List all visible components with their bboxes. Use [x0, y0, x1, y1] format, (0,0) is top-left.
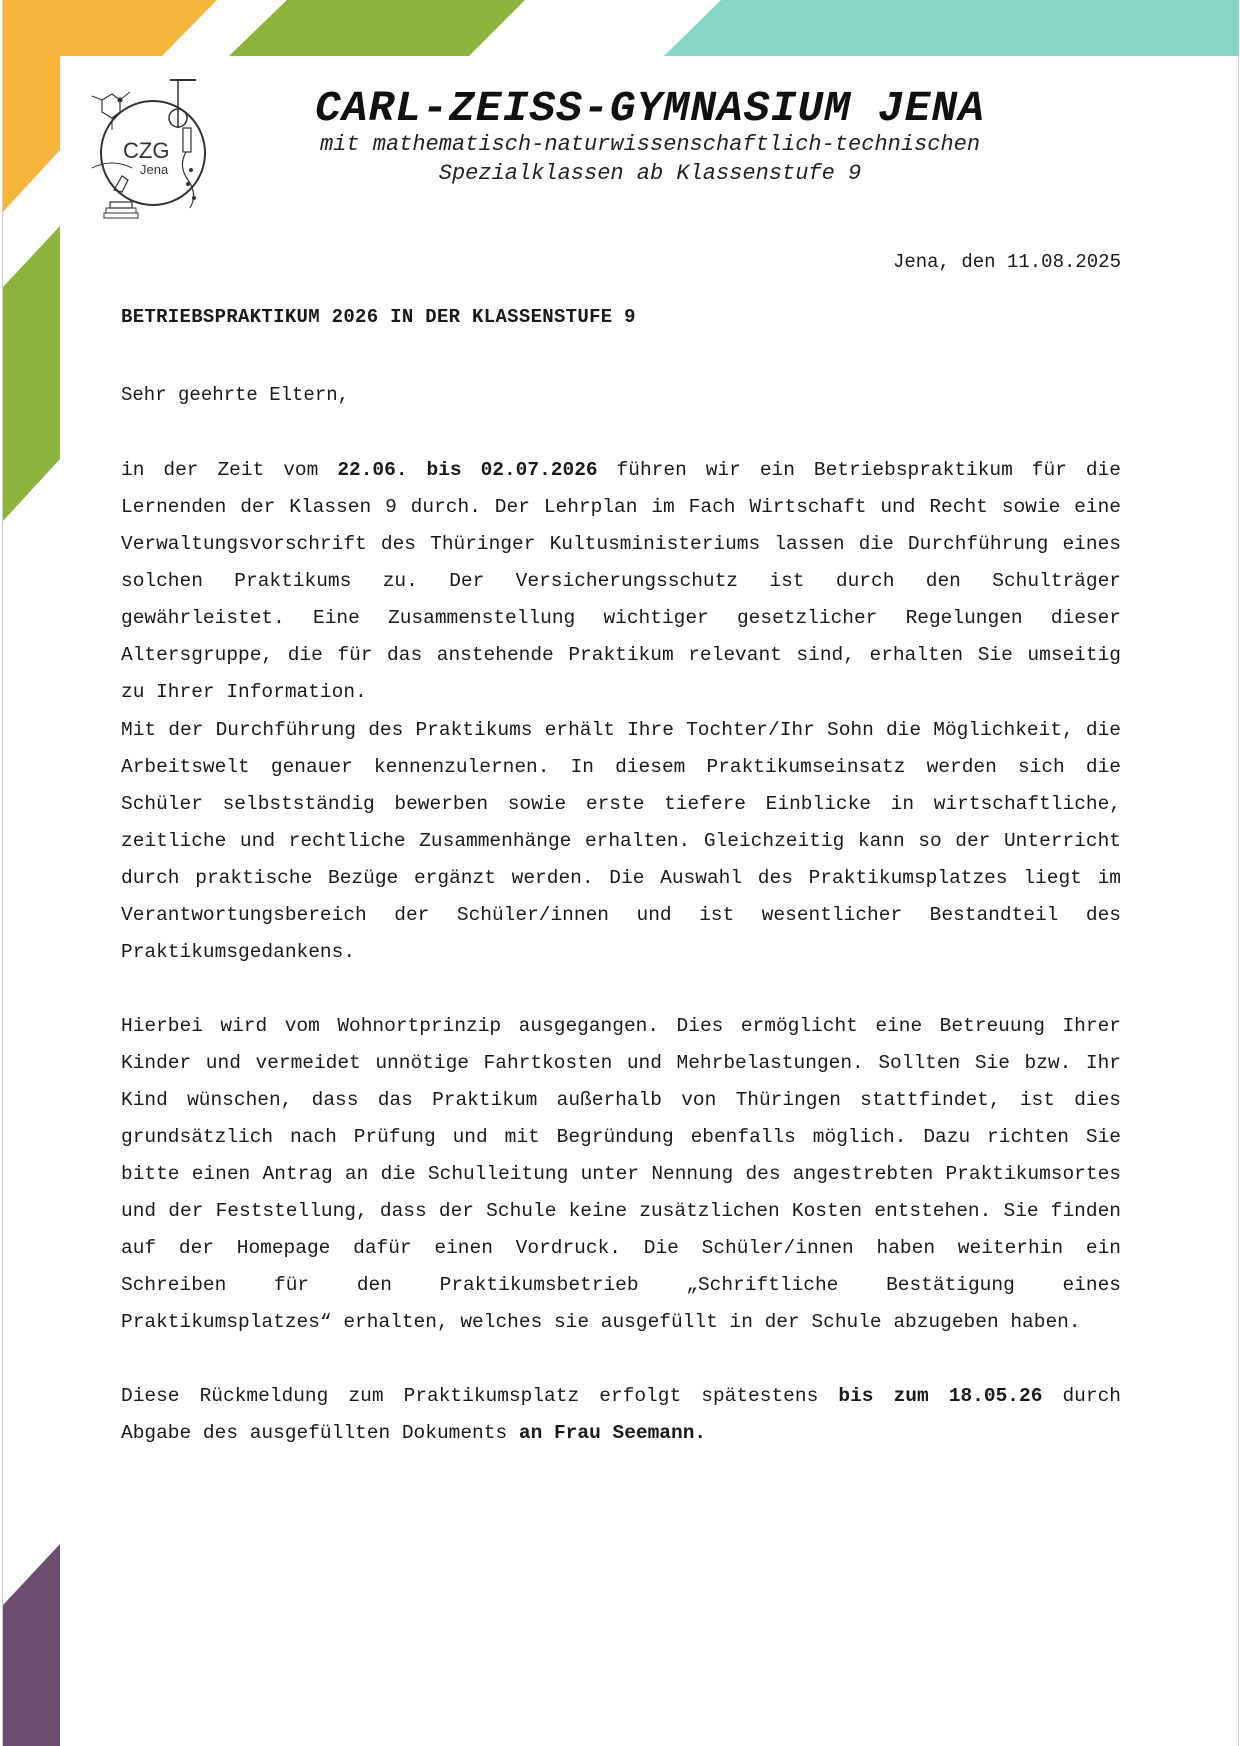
school-logo: [78, 78, 228, 220]
salutation: Sehr geehrte Eltern,: [121, 384, 350, 406]
paragraph-2: Mit der Durchführung des Praktikums erhält Ihre Tochter/Ihr Sohn die Möglichkeit, die Arbeitswelt genauer kennenzulernen. In diesem Praktikumseinsatz werden sich die Schüler selbstständig bewerben sowie erste tiefere Einblicke in wirtschaftliche, zeitliche und rechtliche Zusammenhänge erhalten. Gleichzeitig kann so der Unterricht durch praktische Bezüge ergänzt werden. Die Auswahl des Praktikumsplatzes liegt im Verantwortungsbereich der Schüler/innen und ist wesentlicher Bestandteil des Praktikumsgedankens.: [121, 719, 1121, 963]
paragraph-3: Hierbei wird vom Wohnortprinzip ausgegangen. Dies ermöglicht eine Betreuung Ihrer Kinder und vermeidet unnötige Fahrtkosten und Mehrbelastungen. Sollten Sie bzw. Ihr Kind wünschen, dass das Praktikum außerhalb von Thüringen stattfindet, ist dies grundsätzlich nach Prüfung und mit Begründung ebenfalls möglich. Dazu richten Sie bitte einen Antrag an die Schulleitung unter Nennung des angestrebten Praktikumsortes und der Feststellung, dass der Schule keine zusätzlichen Kosten entstehen. Sie finden auf der Homepage dafür einen Vordruck. Die Schüler/innen haben weiterhin ein Schreiben für den Praktikumsbetrieb „Schriftliche Bestätigung eines Praktikumsplatzes“ erhalten, welches sie ausgefüllt in der Schule abzugeben haben.: [121, 1015, 1121, 1333]
letter-subject: BETRIEBSPRAKTIKUM 2026 IN DER KLASSENSTUFE 9: [121, 306, 636, 328]
deadline: bis zum 18.05.26: [838, 1385, 1043, 1407]
school-tagline-line-1: mit mathematisch-naturwissenschaftlich-technischen: [319, 132, 981, 157]
recipient: an Frau Seemann.: [518, 1422, 707, 1444]
logo-city: Jena: [140, 162, 169, 177]
paragraph-1-intro: in der Zeit vom: [121, 459, 338, 481]
paragraph-1: [121, 452, 1121, 711]
green-top-band: [229, 0, 525, 56]
school-tagline-line-2: Spezialklassen ab Klassenstufe 9: [438, 161, 862, 186]
paragraph-4: [121, 1378, 1121, 1452]
paragraph-4-middle: durch Abgabe des ausgefüllten Dokuments: [121, 1385, 1121, 1444]
practicum-period: 22.06. bis 02.07.2026: [337, 459, 598, 481]
logo-initials: CZG: [123, 138, 170, 163]
school-name: CARL-ZEISS-GYMNASIUM JENA: [314, 84, 986, 133]
green-left-band: [3, 226, 60, 521]
paragraph-4-intro: Diese Rückmeldung zum Praktikumsplatz erfolgt spätestens: [121, 1385, 839, 1407]
letter-date: Jena, den 11.08.2025: [892, 251, 1121, 273]
paragraph-1-body: führen wir ein Betriebspraktikum für die Lernenden der Klassen 9 durch. Der Lehrplan im Fach Wirtschaft und Recht sowie eine Verwaltungsvorschrift des Thüringer Kultusministeriums lassen die Durchführung eines solchen Praktikums zu. Der Versicherungsschutz ist durch den Schulträger gewährleistet. Eine Zusammenstellung wichtiger gesetzlicher Regelungen dieser Altersgruppe, die für das anstehende Praktikum relevant sind, erhalten Sie umseitig zu Ihrer Information.: [121, 459, 1121, 703]
teal-top-band: [664, 0, 1239, 56]
purple-bottom-band: [3, 1544, 60, 1746]
